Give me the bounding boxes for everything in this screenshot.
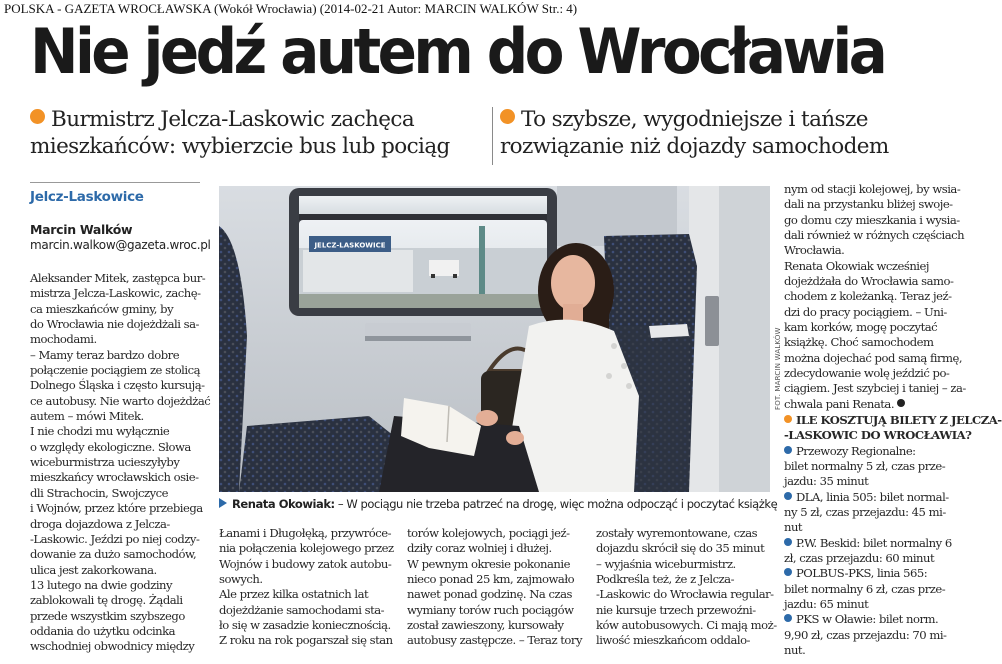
fare-text: bilet normalny 5 zł, czas prze- (784, 459, 946, 474)
fare-line (784, 459, 956, 474)
text-line: – wyjaśnia wiceburmistrz. (596, 556, 736, 571)
fare-line (784, 612, 956, 627)
text-line: dojeżdżanie samochodami sta- (219, 602, 385, 617)
text-line: nie kursuje trzech przewoźni- (596, 602, 756, 617)
text-line: dowanie za dużo samochodów, (30, 547, 197, 562)
text-line: sowych. (219, 572, 263, 587)
text-line: dzi do pracy pociągiem. – Uni- (784, 304, 947, 319)
orange-bullet-icon (30, 109, 45, 124)
text-line: połączenie pociągiem ze stolicą (30, 363, 201, 378)
text-line: wiceburmistrza ucieszyłyby (30, 455, 180, 470)
fare-text: 9,90 zł, czas przejazdu: 70 mi- (784, 627, 947, 642)
text-line: autobusy zastępcze. – Teraz tory (407, 633, 582, 648)
text-line: zdecydowanie wolę jeździć po- (784, 366, 950, 381)
fare-heading-line: ILE KOSZTUJĄ BILETY Z JELCZA- (796, 413, 1002, 427)
article-column-1 (30, 271, 211, 655)
fare-line (784, 582, 956, 597)
text-line: o względy ekologiczne. Słowa (30, 439, 191, 454)
text-line: mochodami. (30, 332, 97, 347)
fare-line (784, 505, 956, 520)
subhead-left-line-2: mieszkańców: wybierzcie bus lub pociąg (30, 134, 450, 159)
fare-box (784, 413, 1002, 659)
article-column-2 (219, 526, 394, 649)
fare-text: PKS w Oławie: bilet norm. (796, 612, 939, 627)
text-line: nawet ponad godzinę. Na czas (407, 587, 572, 602)
text-line: Wrocławia. (784, 243, 845, 258)
text-line: kam korków, mogę poczytać (784, 320, 938, 335)
section-rule (30, 182, 200, 183)
text-line: Dolnego Śląska i często kursują- (30, 378, 205, 393)
fare-text: P.W. Beskid: bilet normalny 6 (796, 535, 952, 550)
end-mark-icon (897, 399, 905, 407)
text-line: Aleksander Mitek, zastępca bur- (30, 271, 206, 285)
text-line: przede wszystkim szybszego (30, 608, 185, 623)
photo-train-interior (219, 186, 770, 492)
fare-line (784, 444, 956, 459)
blue-bullet-icon (784, 614, 792, 622)
text-line: ciągiem. Jest szybciej i taniej – za- (784, 381, 966, 396)
article-column-4 (596, 526, 777, 649)
text-line: I nie chodzi mu wyłącznie (30, 424, 170, 439)
text-line: dali na przystanku bliżej swoje- (784, 197, 953, 212)
text-line: wymiany torów ruch pociągów (407, 602, 574, 617)
text-line: dojeżdżała do Wrocławia samo- (784, 274, 954, 289)
text-line: mieszkańcy wrocławskich osie- (30, 470, 199, 485)
subhead-left (30, 106, 450, 160)
fare-line (784, 566, 956, 581)
text-line: -Laskowic do Wrocławia regular- (596, 587, 774, 602)
text-line: Podkreśla też, że z Jelcza- (596, 572, 735, 587)
photo-credit: FOT. MARCIN WALKÓW (774, 327, 782, 410)
text-line: nia połączenia kolejowego przez (219, 541, 394, 556)
text-line: dali również w różnych częściach (784, 228, 965, 243)
text-line: mistrza Jelcza-Laskowic, zachę- (30, 286, 201, 301)
source-line: POLSKA - GAZETA WROCŁAWSKA (Wokół Wrocławia) (2014-02-21 Autor: MARCIN WALKÓW Str.: 4) (4, 1, 578, 16)
text-line: W pewnym okresie pokonanie (407, 556, 570, 571)
fare-text: POLBUS-PKS, linia 565: (796, 566, 928, 581)
text-line: nym od stacji kolejowej, by wsia- (784, 182, 961, 196)
fare-text: bilet normalny 6 zł, czas prze- (784, 581, 946, 596)
text-line: – Mamy teraz bardzo dobre (30, 347, 180, 362)
subhead-divider (492, 107, 493, 165)
blue-bullet-icon (784, 568, 792, 576)
fare-text: DLA, linia 505: bilet normal- (796, 489, 949, 504)
fare-line (784, 597, 956, 612)
text-line: nieco ponad 25 km, zajmowało (407, 572, 575, 587)
author-email[interactable]: marcin.walkow@gazeta.wroc.pl (30, 238, 211, 252)
fare-text: nut (784, 520, 803, 535)
text-line: ło się w zasadzie koniecznością. (219, 618, 391, 633)
blue-bullet-icon (784, 538, 792, 546)
text-line: wschodniej obwodnicy między (30, 639, 195, 654)
subhead-right-line-1: To szybsze, wygodniejsze i tańsze (521, 107, 868, 132)
fare-line (784, 551, 956, 566)
fare-text: Przewozy Regionalne: (796, 443, 916, 458)
text-line: dli Strachocin, Swojczyce (30, 485, 169, 500)
text-line: torów kolejowych, pociągi jeź- (407, 526, 570, 540)
text-line: książkę. Choć samochodem (784, 335, 934, 350)
text-line: ce autobusy. Nie warto dojeżdżać (30, 393, 211, 408)
text-line: Łanami i Długołęką, przywróce- (219, 526, 392, 540)
text-line: 13 lutego na dwie godziny (30, 577, 173, 592)
blue-bullet-icon (784, 446, 792, 454)
fare-heading-row (784, 413, 1002, 428)
text-line: zostały wyremontowane, czas (596, 526, 758, 540)
text-line: droga dojazdowa z Jelcza- (30, 516, 170, 531)
author-name: Marcin Walków (30, 222, 133, 237)
fare-line (784, 643, 956, 658)
fare-text: nut. (784, 643, 806, 658)
headline: Nie jedź autem do Wrocławia (30, 14, 885, 89)
text-line: Renata Okowiak wcześniej (784, 258, 929, 273)
section-label: Jelcz-Laskowice (30, 189, 144, 205)
text-line: -Laskowic. Jeździ po niej codzy- (30, 531, 200, 546)
text-line: chwala pani Renata. (784, 397, 956, 412)
text-line: dziły coraz wolniej i dłużej. (407, 541, 552, 556)
fare-text: jazdu: 65 minut (784, 597, 869, 612)
text-line: do Wrocławia nie dojeżdżali sa- (30, 317, 199, 332)
text-line: można dojechać pod samą firmę, (784, 350, 963, 365)
text-line: chodem z koleżanką. Teraz jeź- (784, 289, 952, 304)
fare-line (784, 628, 956, 643)
fare-line (784, 474, 956, 489)
text-line: autem – mówi Mitek. (30, 409, 144, 424)
fare-text: zł, czas przejazdu: 60 minut (784, 551, 935, 566)
subhead-right (500, 106, 889, 160)
fare-text: ny 5 zł, czas przejazdu: 45 mi- (784, 505, 946, 520)
subhead-left-line-1: Burmistrz Jelcza-Laskowic zachęca (51, 107, 415, 132)
text-line: go domu czy mieszkania i wysia- (784, 212, 960, 227)
caption-quote: – W pociągu nie trzeba patrzeć na drogę, więc można odpocząć i poczytać książkę (334, 497, 778, 511)
text-line: ca mieszkańców gminy, by (30, 301, 174, 316)
station-sign: JELCZ-LASKOWICE (314, 241, 386, 250)
orange-bullet-icon (500, 109, 515, 124)
text-line: ulica jest zakorkowana. (30, 562, 157, 577)
article-column-5 (784, 182, 966, 412)
text-line: i Wojnów, przez które przebiega (30, 501, 203, 516)
text-line: liwość mieszkańcom oddalo- (596, 633, 750, 648)
text-line: Wojnów i budowy zatok autobu- (219, 556, 392, 571)
text-line: Ale przez kilka ostatnich lat (219, 587, 369, 602)
text-line: Z roku na rok pogarszał się stan (219, 633, 393, 648)
fare-line (784, 520, 956, 535)
caption-name: Renata Okowiak: (232, 497, 335, 511)
blue-bullet-icon (784, 492, 792, 500)
text-line: zablokowali tę drogę. Żądali (30, 593, 183, 608)
photo-caption (219, 497, 777, 511)
article-column-3 (407, 526, 582, 649)
text-line: dojazdu skrócił się do 35 minut (596, 541, 765, 556)
article-photo (219, 186, 770, 492)
subhead-right-line-2: rozwiązanie niż dojazdy samochodem (500, 134, 889, 159)
orange-bullet-icon (784, 415, 792, 423)
fare-line (784, 536, 956, 551)
fare-heading-line: -LASKOWIC DO WROCŁAWIA? (784, 428, 972, 443)
text-line: został zawieszony, kursowały (407, 618, 564, 633)
text-line: oddania do użytku odcinka (30, 623, 176, 638)
caption-triangle-icon (219, 498, 227, 508)
text-line: ków autobusowych. Ci mają moż- (596, 618, 777, 633)
fare-text: jazdu: 35 minut (784, 474, 869, 489)
fare-line (784, 490, 956, 505)
